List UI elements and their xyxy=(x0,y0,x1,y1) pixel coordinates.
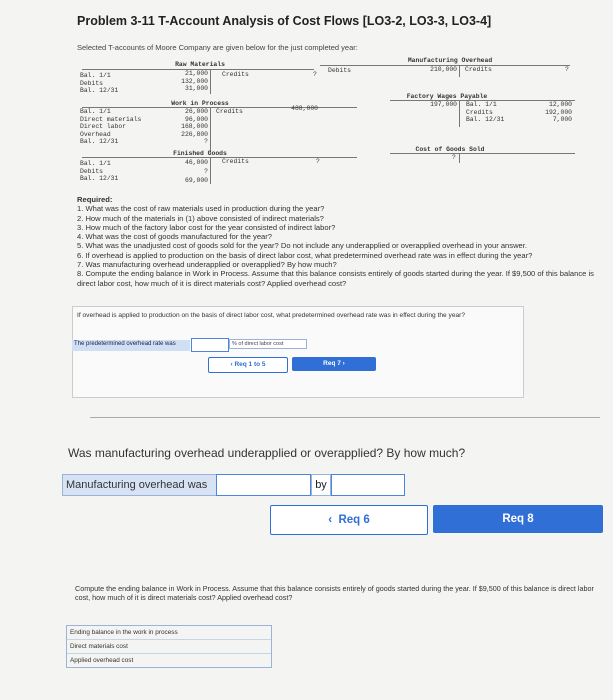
required-item: 1. What was the cost of raw materials used in production during the year? xyxy=(77,204,325,214)
cogs-title: Cost of Goods Sold xyxy=(415,146,485,153)
mfg-overhead-title: Manufacturing Overhead xyxy=(407,57,493,64)
finished-goods-credits-value: ? xyxy=(316,158,320,165)
mfg-overhead-status-input[interactable] xyxy=(216,474,311,496)
req7-question: Was manufacturing overhead underapplied or overapplied? By how much? xyxy=(68,446,466,460)
finished-goods-divider xyxy=(210,157,211,184)
req6-rate-label: The predetermined overhead rate was xyxy=(72,340,190,351)
mfg-overhead-debits-label: Debits xyxy=(328,67,352,74)
wip-credits-value: 488,000 xyxy=(291,105,318,112)
chevron-left-icon: ‹ xyxy=(328,514,333,526)
required-item: 7. Was manufacturing overhead underapplied or overapplied? By how much? xyxy=(77,260,337,270)
req8-button[interactable]: Req 8 xyxy=(433,505,603,533)
raw-materials-left-values: 21,000 132,000 31,000 xyxy=(181,70,208,92)
wip-title: Work in Process xyxy=(171,100,229,107)
mfg-overhead-field-label: Manufacturing overhead was xyxy=(62,474,217,496)
mfg-overhead-debits-value: 210,000 xyxy=(430,66,457,73)
req6-rate-suffix: % of direct labor cost xyxy=(229,339,307,349)
required-heading: Required: xyxy=(77,195,113,204)
wages-payable-debits-value: 197,000 xyxy=(430,101,457,108)
table-row[interactable]: Direct materials cost xyxy=(67,640,271,654)
wip-left-values: 26,000 96,000 168,000 226,800 ? xyxy=(181,108,208,145)
cogs-debits-value: ? xyxy=(452,154,456,161)
wages-payable-divider xyxy=(459,100,460,127)
cogs-top-rule xyxy=(390,153,575,154)
wages-payable-right-values: 12,000 192,000 7,000 xyxy=(545,101,572,123)
finished-goods-credits-label: Credits xyxy=(222,158,249,165)
wip-credits-label: Credits xyxy=(216,108,243,115)
req6-button[interactable]: ‹ Req 6 xyxy=(270,505,428,535)
required-item: 8. Compute the ending balance in Work in Process. Assume that this balance consists entirely of goods started during the year. If $9,500 of this balance is direct labor cost, how much of it is direct materials cost? Applied overhead cost? xyxy=(77,269,594,288)
chevron-left-icon: ‹ xyxy=(230,361,233,368)
required-section xyxy=(77,195,607,288)
finished-goods-title: Finished Goods xyxy=(173,150,227,157)
torn-divider xyxy=(90,417,600,418)
by-label: by xyxy=(311,474,331,496)
required-item: 6. If overhead is applied to production on the basis of direct labor cost, what predetermined overhead rate was in effect during the year? xyxy=(77,250,533,260)
page-title: Problem 3-11 T-Account Analysis of Cost Flows [LO3-2, LO3-3, LO3-4] xyxy=(77,14,492,28)
mfg-overhead-credits-label: Credits xyxy=(465,66,492,73)
overhead-amount-input[interactable] xyxy=(331,474,405,496)
req7-button[interactable]: Req 7 › xyxy=(292,357,376,371)
raw-materials-left-labels: Bal. 1/1 Debits Bal. 12/31 xyxy=(80,72,119,94)
intro-text: Selected T-accounts of Moore Company are given below for the just completed year: xyxy=(77,43,358,52)
req1to5-button[interactable]: ‹ Req 1 to 5 xyxy=(208,357,288,373)
required-item: 2. How much of the materials in (1) above consisted of indirect materials? xyxy=(77,213,324,223)
chevron-right-icon: › xyxy=(342,360,345,367)
wages-payable-title: Factory Wages Payable xyxy=(406,93,488,100)
raw-materials-divider xyxy=(210,69,211,94)
table-row[interactable]: Applied overhead cost xyxy=(70,657,134,664)
raw-materials-credits-value: ? xyxy=(313,71,317,78)
raw-materials-credits-label: Credits xyxy=(222,71,249,78)
finished-goods-left-values: 46,000 ? 69,000 xyxy=(184,159,208,184)
mfg-overhead-credits-value: ? xyxy=(565,66,569,73)
cogs-divider xyxy=(459,153,460,163)
mfg-overhead-divider xyxy=(459,65,460,77)
req8-table xyxy=(66,625,272,668)
wip-left-labels: Bal. 1/1 Direct materials Direct labor Overhead Bal. 12/31 xyxy=(80,108,142,145)
req6-rate-input[interactable] xyxy=(191,338,229,352)
req8-question: Compute the ending balance in Work in Process. Assume that this balance consists entirely of goods started during the year. If $9,500 of this balance is direct labor cost, how much of it is direct materials cost? Applied overhead cost? xyxy=(75,584,594,602)
wages-payable-right-labels: Bal. 1/1 Credits Bal. 12/31 xyxy=(466,101,505,123)
wip-divider xyxy=(210,107,211,152)
req6-question: If overhead is applied to production on the basis of direct labor cost, what predetermined overhead rate was in effect during the year? xyxy=(77,312,466,319)
raw-materials-title: Raw Materials xyxy=(175,61,225,68)
finished-goods-left-labels: Bal. 1/1 Debits Bal. 12/31 xyxy=(80,160,119,182)
required-item: 5. What was the unadjusted cost of goods sold for the year? Do not include any underapplied or overapplied overhead in your answer. xyxy=(77,241,527,251)
table-row[interactable]: Ending balance in the work in process xyxy=(67,626,271,640)
required-item: 4. What was the cost of goods manufactured for the year? xyxy=(77,232,273,242)
required-item: 3. How much of the factory labor cost for the year consisted of indirect labor? xyxy=(77,222,336,232)
